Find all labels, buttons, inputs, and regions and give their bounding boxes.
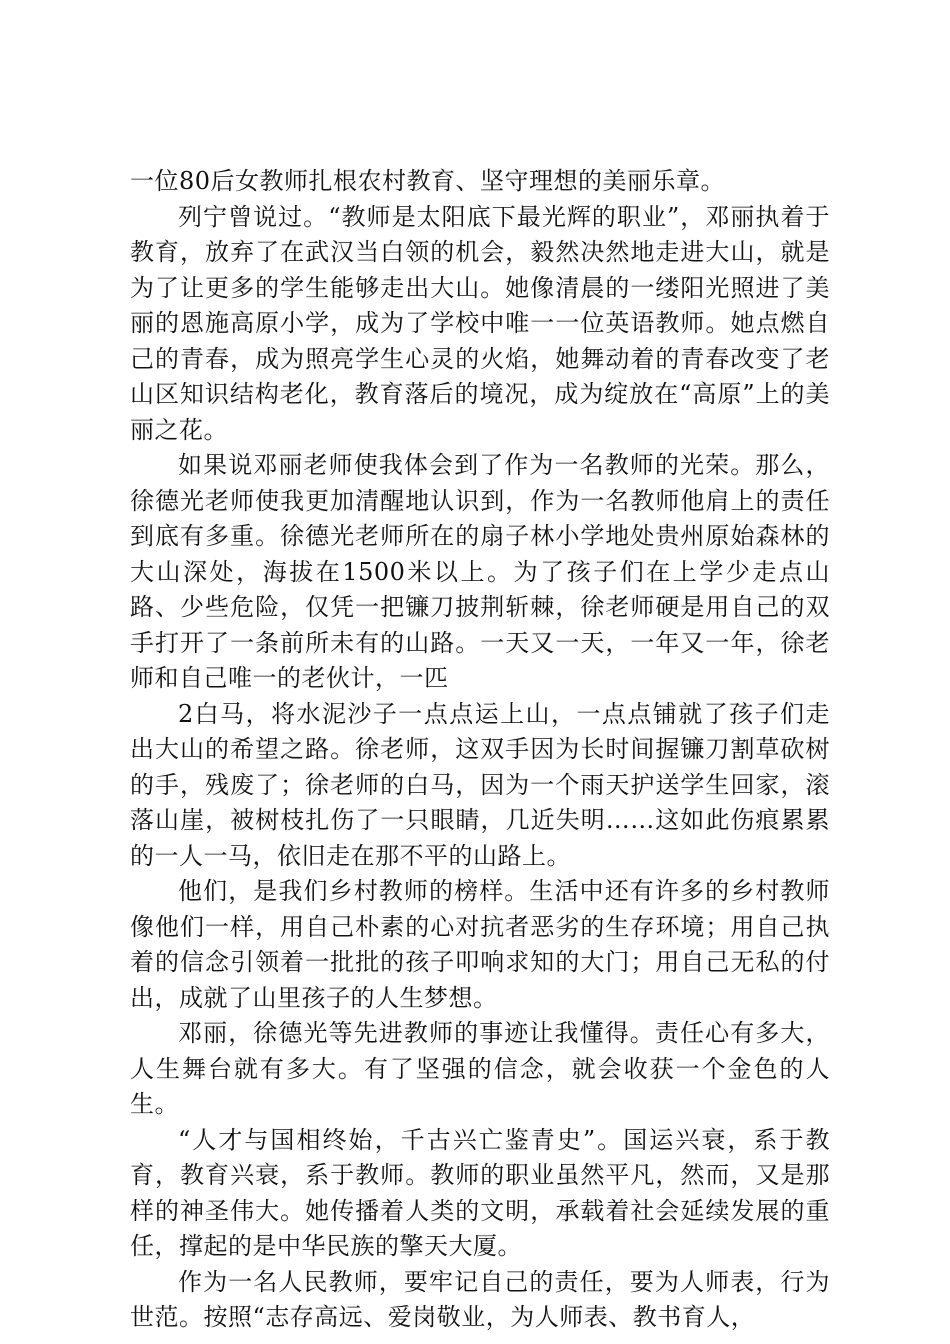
paragraph-7: “人才与国相终始，千古兴亡鉴青史”。国运兴衰，系于教育，教育兴衰，系于教师。教师的职业虽然平凡，然而，又是那样的神圣伟大。她传播着人类的文明，承载着社会延续发展的重任，撑起的是中华民族的擎天大厦。 — [130, 1125, 830, 1260]
paragraph-6: 邓丽，徐德光等先进教师的事迹让我懂得。责任心有多大，人生舞台就有多大。有了坚强的信念，就会收获一个金色的人生。 — [130, 1019, 830, 1118]
paragraph-1: 一位80后女教师扎根农村教育、坚守理想的美丽乐章。 — [130, 167, 726, 195]
document-body — [130, 164, 830, 1336]
paragraph-8: 作为一名人民教师，要牢记自己的责任，要为人师表，行为世范。按照“志存高远、爱岗敬业，为人师表、教书育人， — [130, 1267, 830, 1331]
paragraph-3: 如果说邓丽老师使我体会到了作为一名教师的光荣。那么，徐德光老师使我更加清醒地认识到，作为一名教师他肩上的责任到底有多重。徐德光老师所在的扇子林小学地处贵州原始森林的大山深处，海拔在1500米以上。为了孩子们在上学少走点山路、少些危险，仅凭一把镰刀披荆斩棘，徐老师硬是用自己的双手打开了一条前所未有的山路。一天又一天，一年又一年，徐老师和自己唯一的老伙计，一匹 — [130, 451, 830, 692]
paragraph-4: 2白马，将水泥沙子一点点运上山，一点点铺就了孩子们走出大山的希望之路。徐老师，这双手因为长时间握镰刀割草砍树的手，残废了；徐老师的白马，因为一个雨天护送学生回家，滚落山崖，被树枝扎伤了一只眼睛，几近失明……这如此伤痕累累的一人一马，依旧走在那不平的山路上。 — [130, 699, 830, 870]
paragraph-2: 列宁曾说过。“教师是太阳底下最光辉的职业”，邓丽执着于教育，放弃了在武汉当白领的机会，毅然决然地走进大山，就是为了让更多的学生能够走出大山。她像清晨的一缕阳光照进了美丽的恩施高原小学，成为了学校中唯一一位英语教师。她点燃自己的青春，成为照亮学生心灵的火焰，她舞动着的青春改变了老山区知识结构老化，教育落后的境况，成为绽放在“高原”上的美丽之花。 — [130, 202, 830, 444]
paragraph-5: 他们，是我们乡村教师的榜样。生活中还有许多的乡村教师像他们一样，用自己朴素的心对抗者恶劣的生存环境；用自己执着的信念引领着一批批的孩子叩响求知的大门；用自己无私的付出，成就了山里孩子的人生梦想。 — [130, 877, 830, 1012]
